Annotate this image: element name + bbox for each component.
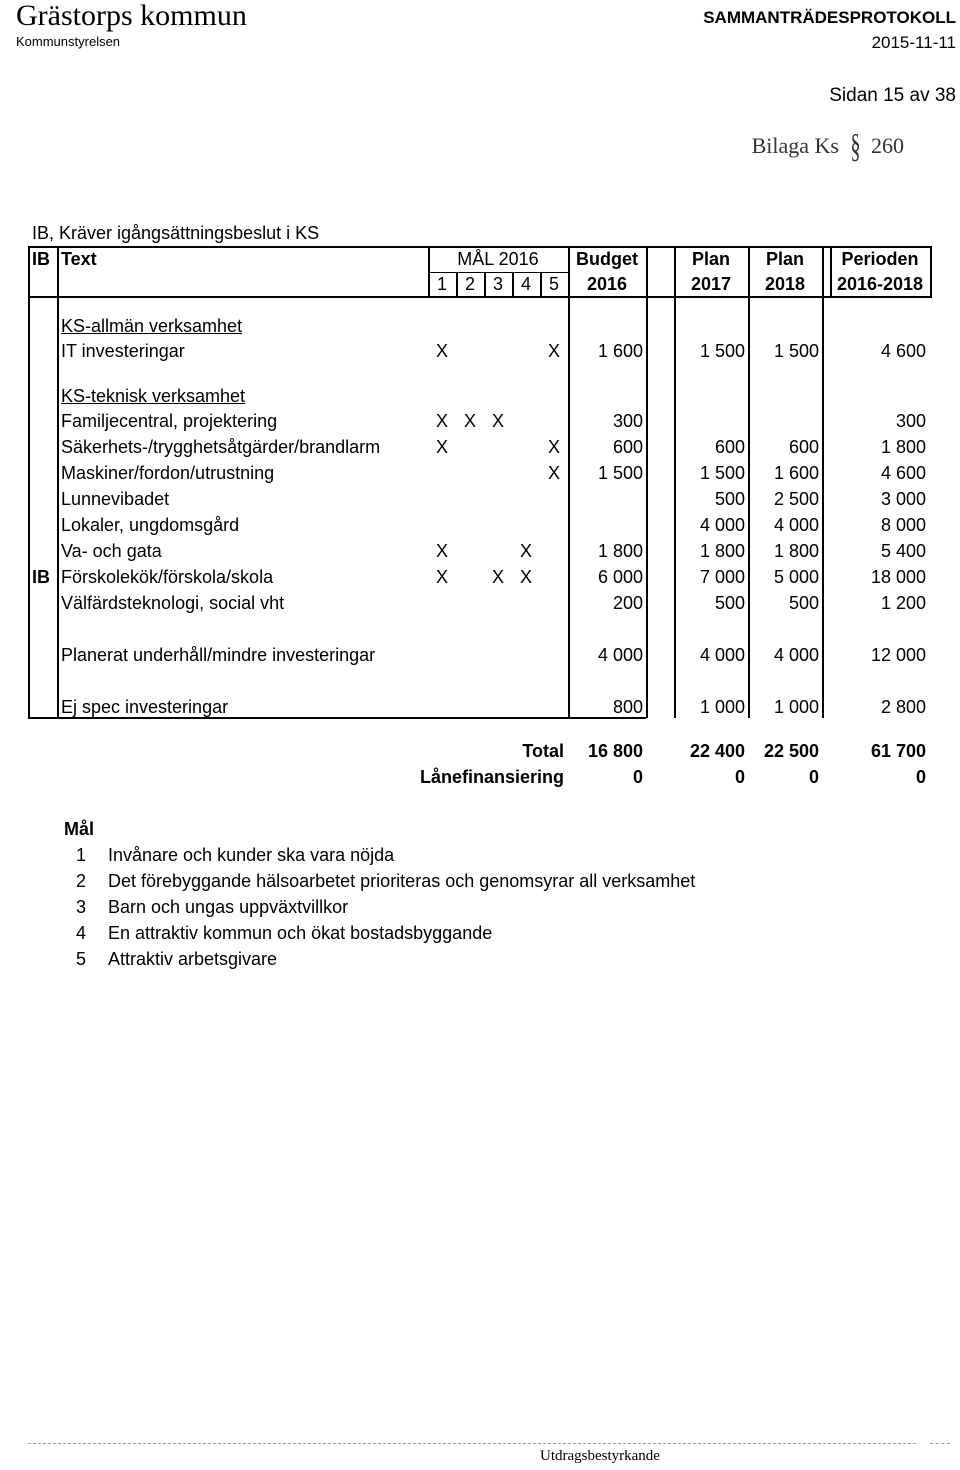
row-goal-mark: X [435,567,448,587]
row-goal-mark: X [491,411,504,431]
header-ib: IB [32,249,50,269]
row-text: Ej spec investeringar [61,697,229,717]
protocol-date: 2015-11-11 [871,33,956,52]
row-plan-2018: 1 500 [773,341,819,361]
row-period-total: 4 600 [880,463,926,483]
header-goal-2: 2 [464,274,475,294]
row-ib-flag: IB [32,567,50,587]
goal-text: Det förebyggande hälsoarbetet prioriteras och genomsyrar all verksamhet [108,871,696,891]
header-plan-2017-year: 2017 [690,274,732,294]
totals-plan-2018: 22 500 [763,741,819,761]
budget-column-right-border [646,246,648,718]
row-plan-2017: 1 500 [699,341,745,361]
totals-label: Lånefinansiering [419,767,564,787]
row-text: Familjecentral, projektering [61,411,278,431]
header-goals: MÅL 2016 [457,249,539,269]
row-budget-2016: 1 800 [597,541,643,561]
row-text: Va- och gata [61,541,162,561]
header-bottom-border [28,296,932,298]
row-budget-2016: 4 000 [597,645,643,665]
row-budget-2016: 300 [612,411,643,431]
footer-divider [930,1443,950,1444]
row-period-total: 1 800 [880,437,926,457]
header-goal-3: 3 [492,274,503,294]
totals-label: Total [522,741,564,761]
row-goal-mark: X [519,541,532,561]
header-budget-year: 2016 [586,274,628,294]
row-budget-2016: 1 500 [597,463,643,483]
row-budget-2016: 600 [612,437,643,457]
header-period: Perioden [841,249,919,269]
totals-plan-2017: 0 [734,767,745,787]
protocol-title: SAMMANTRÄDESPROTOKOLL [703,8,956,27]
row-text: Lokaler, ungdomsgård [61,515,240,535]
header-text: Text [61,249,97,269]
row-goal-mark: X [435,437,448,457]
row-budget-2016: 1 600 [597,341,643,361]
table-caption: IB, Kräver igångsättningsbeslut i KS [32,223,320,243]
row-period-total: 3 000 [880,489,926,509]
row-text: Säkerhets-/trygghetsåtgärder/brandlarm [61,437,381,457]
footer-divider [28,1443,916,1444]
header-period-years: 2016-2018 [836,274,924,294]
goal-number: 2 [76,871,87,891]
paragraph-sign: § [849,128,861,165]
row-goal-mark: X [547,463,560,483]
row-budget-2016: 6 000 [597,567,643,587]
row-plan-2017: 500 [714,489,745,509]
goal-text: Barn och ungas uppväxtvillkor [108,897,349,917]
row-goal-mark: X [435,341,448,361]
goal-number: 4 [76,923,87,943]
row-goal-mark: X [519,567,532,587]
totals-plan-2018: 0 [808,767,819,787]
row-period-total: 2 800 [880,697,926,717]
totals-plan-2017: 22 400 [689,741,745,761]
row-plan-2018: 500 [788,593,819,613]
header-plan-2018: Plan [765,249,804,269]
row-plan-2018: 1 800 [773,541,819,561]
appendix-number: 260 [871,133,904,158]
row-plan-2018: 600 [788,437,819,457]
row-plan-2017: 1 000 [699,697,745,717]
goal-text: Attraktiv arbetsgivare [108,949,278,969]
row-period-total: 300 [895,411,926,431]
totals-budget-2016: 16 800 [587,741,643,761]
row-text: Förskolekök/förskola/skola [61,567,274,587]
goal-text: En attraktiv kommun och ökat bostadsbyggande [108,923,493,943]
row-budget-2016: 800 [612,697,643,717]
row-plan-2017: 4 000 [699,515,745,535]
investment-table [28,246,932,718]
ib-column-right-border [57,246,59,718]
appendix-prefix: Bilaga Ks [751,133,839,158]
row-plan-2018: 4 000 [773,515,819,535]
header-goal-5: 5 [548,274,559,294]
row-goal-mark: X [547,437,560,457]
totals-budget-2016: 0 [632,767,643,787]
header-plan-2018-year: 2018 [764,274,806,294]
row-period-total: 4 600 [880,341,926,361]
ib-column-left-border [28,246,30,718]
row-plan-2017: 1 500 [699,463,745,483]
goals-title: Mål [64,819,95,839]
row-period-total: 5 400 [880,541,926,561]
table-right-border [930,246,932,296]
plan2018-column-right-border [822,246,824,718]
header-plan-2017: Plan [691,249,730,269]
row-plan-2017: 500 [714,593,745,613]
organization-name: Grästorps kommun [16,0,247,32]
row-budget-2016: 200 [612,593,643,613]
row-plan-2018: 1 000 [773,697,819,717]
row-period-total: 12 000 [870,645,926,665]
section-title-teknisk: KS-teknisk verksamhet [61,386,246,406]
row-period-total: 18 000 [870,567,926,587]
header-budget: Budget [576,249,638,269]
section-title-allman: KS-allmän verksamhet [61,316,243,336]
totals-period: 0 [915,767,926,787]
department-name: Kommunstyrelsen [16,34,121,49]
row-goal-mark: X [463,411,476,431]
row-goal-mark: X [547,341,560,361]
page-number: Sidan 15 av 38 [829,85,956,106]
row-text: Maskiner/fordon/utrustning [61,463,275,483]
row-goal-mark: X [491,567,504,587]
header-goal-1: 1 [436,274,447,294]
row-plan-2017: 7 000 [699,567,745,587]
row-plan-2017: 4 000 [699,645,745,665]
row-text: Planerat underhåll/mindre investeringar [61,645,376,665]
totals-period: 61 700 [870,741,926,761]
row-plan-2018: 1 600 [773,463,819,483]
goal-number: 5 [76,949,87,969]
certification-label: Utdragsbestyrkande [540,1448,660,1464]
row-period-total: 8 000 [880,515,926,535]
goal-number: 3 [76,897,87,917]
row-text: Lunnevibadet [61,489,170,509]
header-goal-4: 4 [520,274,531,294]
goal-number: 1 [76,845,87,865]
row-plan-2018: 5 000 [773,567,819,587]
row-goal-mark: X [435,411,448,431]
row-plan-2017: 1 800 [699,541,745,561]
goal-text: Invånare och kunder ska vara nöjda [108,845,395,865]
row-period-total: 1 200 [880,593,926,613]
row-text: Välfärdsteknologi, social vht [61,593,285,613]
row-text: IT investeringar [61,341,185,361]
row-plan-2017: 600 [714,437,745,457]
row-goal-mark: X [435,541,448,561]
row-plan-2018: 4 000 [773,645,819,665]
appendix-reference [751,128,904,165]
row-plan-2018: 2 500 [773,489,819,509]
